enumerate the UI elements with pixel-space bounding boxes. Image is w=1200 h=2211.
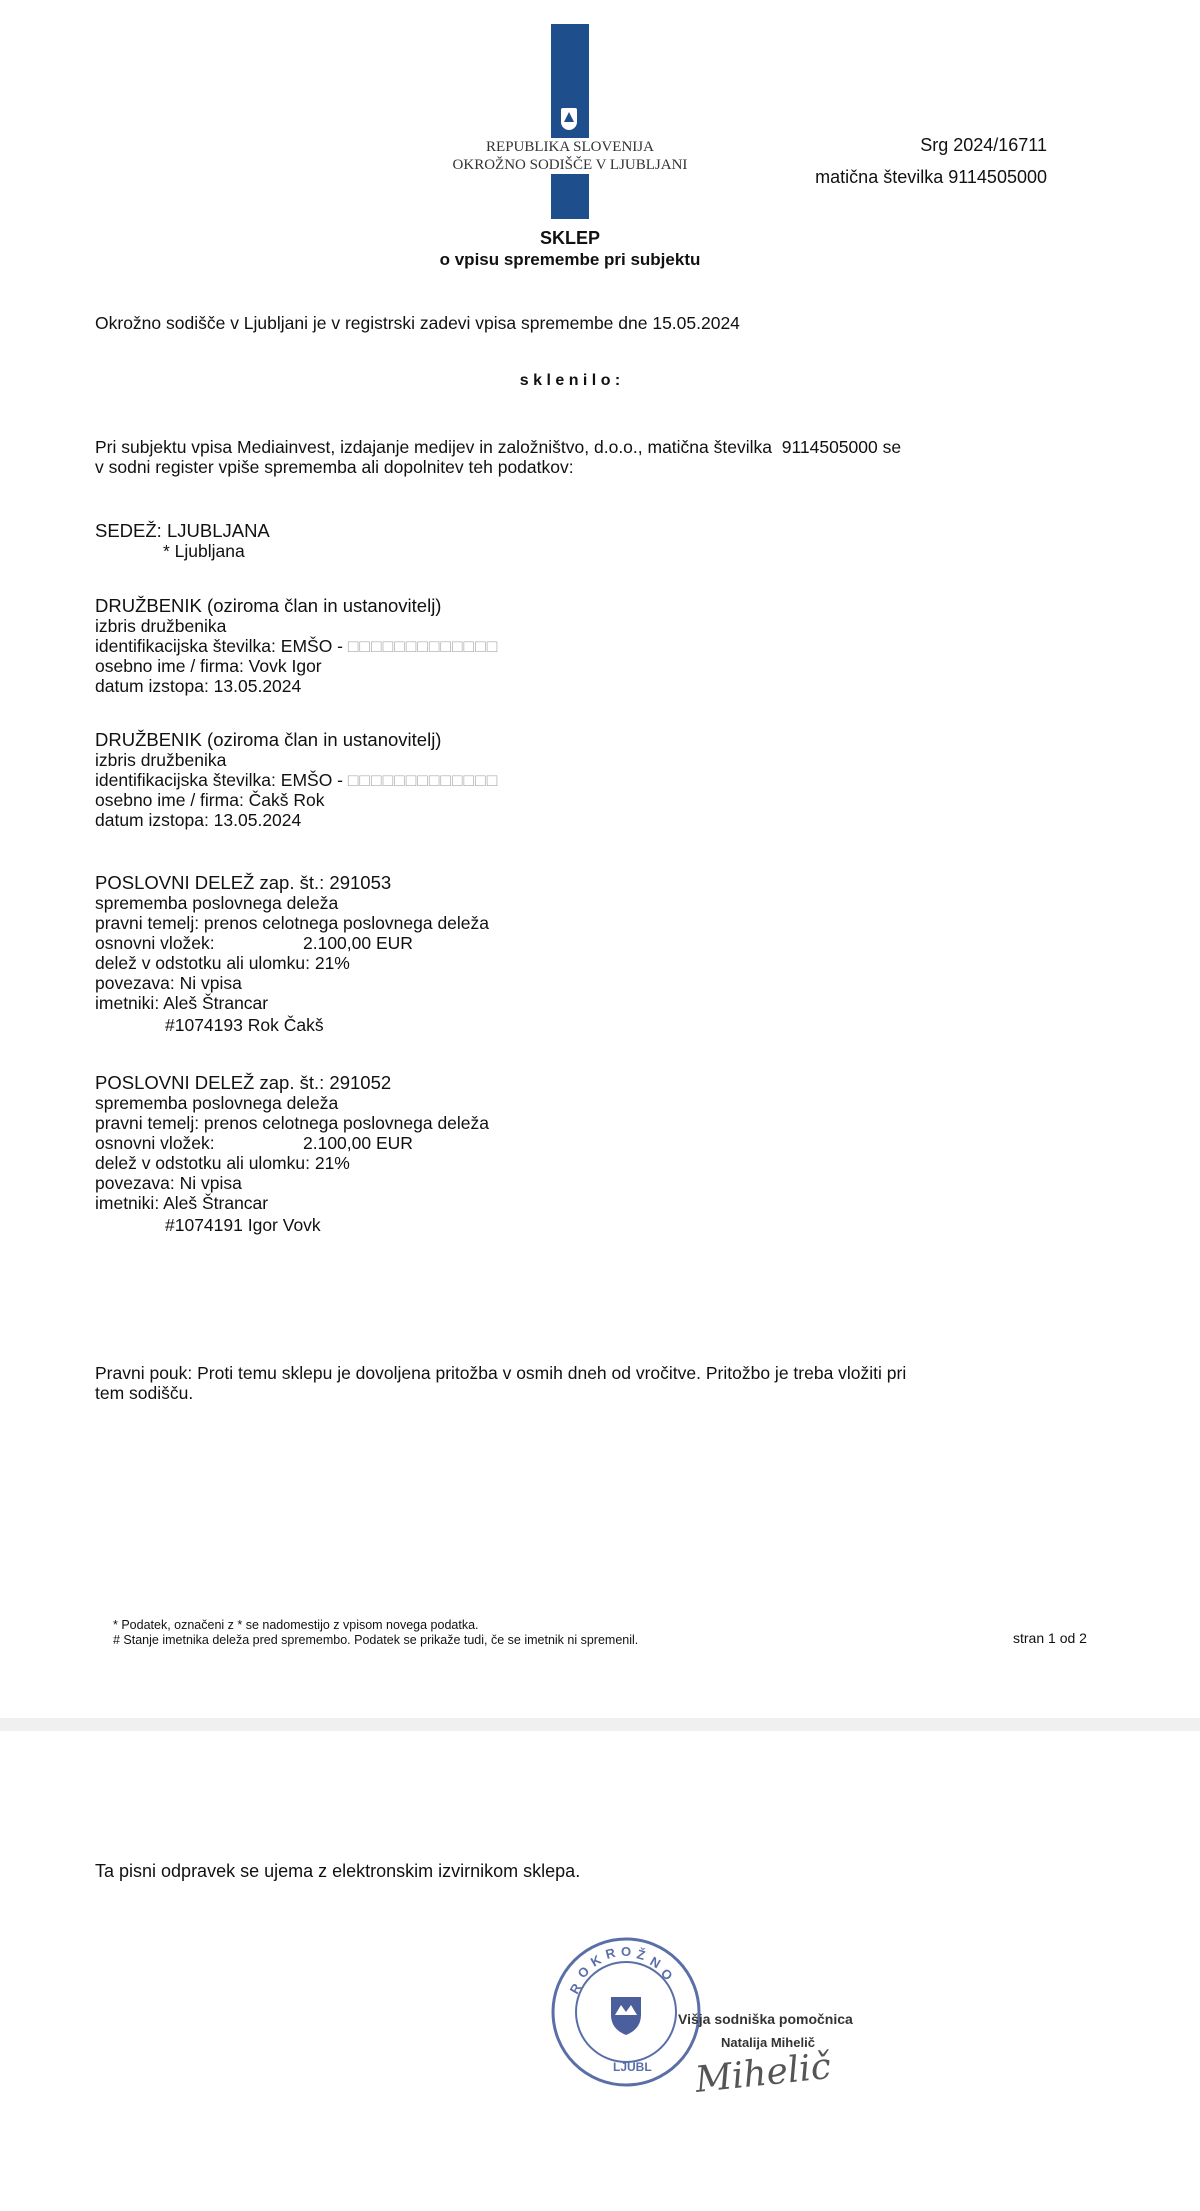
document-title: SKLEP	[539, 228, 600, 248]
partner-exit-date: datum izstopa: 13.05.2024	[95, 676, 302, 696]
share-deposit	[95, 933, 489, 953]
svg-text:Ž: Ž	[635, 1946, 647, 1963]
share-legal-basis: pravni temelj: prenos celotnega poslovnega deleža	[95, 1113, 490, 1133]
page-separator	[0, 1718, 1200, 1731]
svg-text:R: R	[603, 1944, 617, 1962]
partner-id-label: identifikacijska številka: EMŠO -	[95, 770, 348, 790]
partner-action: izbris družbenika	[95, 750, 227, 770]
svg-text:N: N	[647, 1953, 664, 1972]
share-legal-basis: pravni temelj: prenos celotnega poslovnega deleža	[95, 913, 490, 933]
svg-text:LJUBL: LJUBL	[613, 2060, 652, 2074]
share-holders: imetniki: Aleš Štrancar	[95, 993, 269, 1013]
registration-number: matična številka 9114505000	[815, 167, 1047, 187]
svg-text:O: O	[621, 1944, 632, 1959]
partner-action: izbris družbenika	[95, 616, 227, 636]
case-number: Srg 2024/16711	[920, 135, 1047, 155]
share-percent: delež v odstotku ali ulomku: 21%	[95, 953, 350, 973]
legal-notice-line-1: Pravni pouk: Proti temu sklepu je dovoljena pritožba v osmih dneh od vročitve. Pritožbo je treba vložiti pri	[95, 1363, 907, 1383]
svg-text:K: K	[588, 1951, 604, 1970]
court-name	[430, 138, 710, 174]
svg-text:O: O	[574, 1963, 593, 1982]
share-holders: imetniki: Aleš Štrancar	[95, 1193, 269, 1213]
intro-text: Okrožno sodišče v Ljubljani je v registrski zadevi vpisa spremembe dne 15.05.2024	[95, 313, 740, 333]
partner-id	[95, 770, 498, 790]
svg-text:O: O	[657, 1965, 676, 1984]
decided-heading: s k l e n i l o :	[519, 372, 621, 389]
share-link: povezava: Ni vpisa	[95, 973, 242, 993]
page-number: stran 1 od 2	[1013, 1630, 1087, 1646]
court-line-1: REPUBLIKA SLOVENIJA	[430, 138, 710, 156]
seat-heading: SEDEŽ: LJUBLJANA	[95, 520, 270, 541]
legal-notice-line-2: tem sodišču.	[95, 1383, 194, 1403]
share-deposit	[95, 1133, 489, 1153]
statement-line-2: v sodni register vpiše sprememba ali dopolnitev teh podatkov:	[95, 457, 574, 477]
share-1	[95, 873, 489, 1035]
seat-section	[95, 521, 270, 561]
partner-2	[95, 730, 498, 830]
partner-exit-date: datum izstopa: 13.05.2024	[95, 810, 302, 830]
partner-1	[95, 596, 498, 696]
svg-text:R: R	[566, 1980, 585, 1997]
partner-id	[95, 636, 498, 656]
coat-of-arms-icon	[561, 108, 577, 130]
legal-notice	[95, 1363, 906, 1403]
share-deposit-label: osnovni vložek:	[95, 933, 215, 953]
share-percent: delež v odstotku ali ulomku: 21%	[95, 1153, 350, 1173]
partner-id-value: □□□□□□□□□□□□□	[347, 770, 499, 790]
share-link: povezava: Ni vpisa	[95, 1173, 242, 1193]
share-previous-holder: #1074193 Rok Čakš	[165, 1015, 324, 1035]
share-change: sprememba poslovnega deleža	[95, 1093, 339, 1113]
partner-name: osebno ime / firma: Čakš Rok	[95, 790, 325, 810]
partner-heading: DRUŽBENIK (oziroma član in ustanovitelj)	[95, 729, 442, 750]
statement-line-1: Pri subjektu vpisa Mediainvest, izdajanje medijev in založništvo, d.o.o., matična številka 9114505000 se	[95, 437, 902, 457]
signer-name: Natalija Mihelič	[721, 2035, 815, 2050]
certification-text: Ta pisni odpravek se ujema z elektronskim izvirnikom sklepa.	[95, 1861, 581, 1881]
share-2	[95, 1073, 489, 1235]
share-deposit-value: 2.100,00 EUR	[303, 1133, 413, 1153]
share-previous-holder: #1074191 Igor Vovk	[165, 1215, 321, 1235]
footnote-2: # Stanje imetnika deleža pred spremembo. Podatek se prikaže tudi, če se imetnik ni spremenil.	[113, 1633, 639, 1647]
share-heading: POSLOVNI DELEŽ zap. št.: 291053	[95, 872, 392, 893]
handwritten-signature: Mihelič	[693, 2046, 833, 2101]
share-deposit-label: osnovni vložek:	[95, 1133, 215, 1153]
footnote-1: * Podatek, označeni z * se nadomestijo z vpisom novega podatka.	[113, 1618, 479, 1632]
document-subtitle: o vpisu spremembe pri subjektu	[439, 250, 701, 269]
court-line-2: OKROŽNO SODIŠČE V LJUBLJANI	[430, 156, 710, 174]
partner-name: osebno ime / firma: Vovk Igor	[95, 656, 322, 676]
signer-title: Višja sodniška pomočnica	[678, 2011, 853, 2027]
seat-value: * Ljubljana	[163, 541, 245, 561]
share-deposit-value: 2.100,00 EUR	[303, 933, 413, 953]
statement	[95, 437, 901, 477]
partner-id-value: □□□□□□□□□□□□□	[347, 636, 499, 656]
partner-id-label: identifikacijska številka: EMŠO -	[95, 636, 348, 656]
share-change: sprememba poslovnega deleža	[95, 893, 339, 913]
share-heading: POSLOVNI DELEŽ zap. št.: 291052	[95, 1072, 392, 1093]
partner-heading: DRUŽBENIK (oziroma član in ustanovitelj)	[95, 595, 442, 616]
